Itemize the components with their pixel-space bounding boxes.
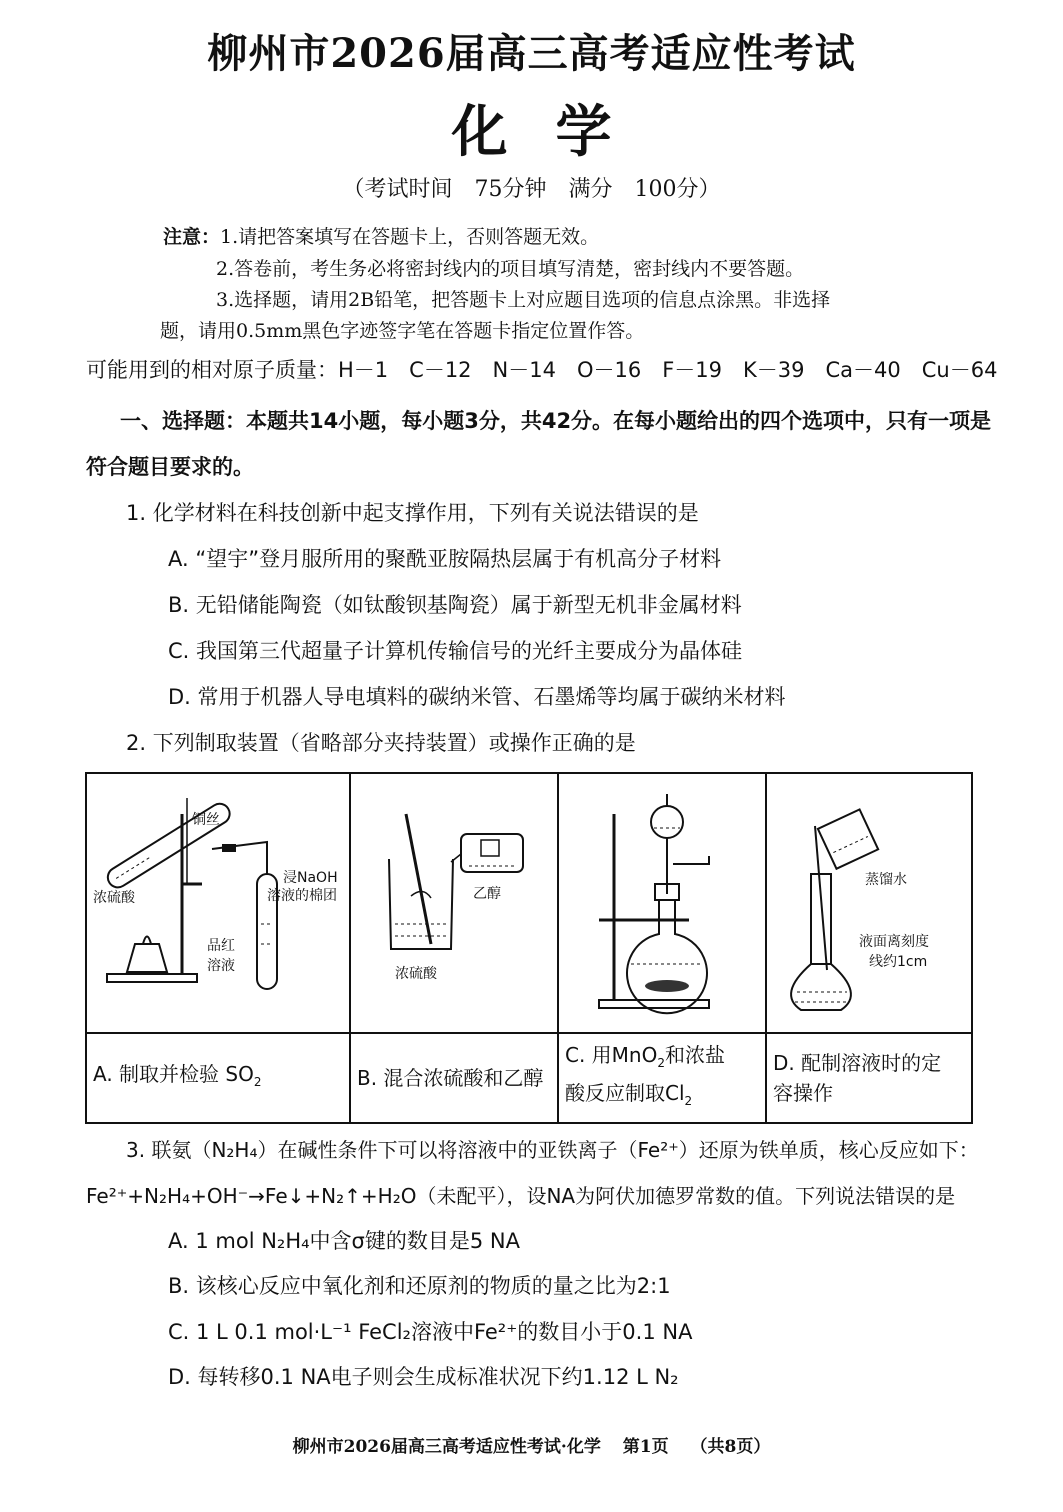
glass-rod-d: [815, 826, 827, 970]
footer-total: （共8页）: [690, 1437, 771, 1457]
q1-option-b: B. 无铅储能陶瓷（如钛酸钡基陶瓷）属于新型无机非金属材料: [168, 593, 742, 617]
label-naoh-1: 浸NaOH: [283, 870, 338, 886]
q3-stem-1: 3. 联氨（N₂H₄）在碱性条件下可以将溶液中的亚铁离子（Fe²⁺）还原为铁单质，核心反应如下：: [126, 1138, 979, 1162]
gas-outlet: [673, 856, 709, 864]
q3-option-c: C. 1 L 0.1 mol·L⁻¹ FeCl₂溶液中Fe²⁺的数目小于0.1 NA: [168, 1320, 693, 1344]
alcohol-lamp: [127, 944, 167, 972]
figure-a-cell: [86, 773, 350, 1033]
mno2-solid: [645, 980, 689, 992]
bottle-label: [481, 840, 499, 856]
pouring-beaker: [818, 809, 878, 868]
label-red-1: 品红: [207, 938, 235, 954]
footer-page: 第1页: [622, 1437, 669, 1457]
label-naoh-2: 溶液的棉团: [267, 888, 337, 904]
delivery-tube: [212, 842, 267, 874]
note-item-2: 2.答卷前，考生务必将密封线内的项目填写清楚，密封线内不要答题。: [216, 258, 805, 280]
q2-stem: 2. 下列制取装置（省略部分夹持装置）或操作正确的是: [126, 731, 636, 755]
q3-stem-2: Fe²⁺+N₂H₄+OH⁻→Fe↓+N₂↑+H₂O（未配平），设NA为阿伏加德罗常数的值。下列说法错误的是: [86, 1184, 956, 1208]
connector: [222, 844, 236, 852]
notes-label: 注意：: [163, 226, 221, 248]
figure-d-cell: [766, 773, 972, 1033]
figure-c-chlorine-apparatus: [559, 774, 765, 1028]
caption-a: A. 制取并检验 $SO_2$: [86, 1033, 350, 1123]
q3-option-a: A. 1 mol N₂H₄中含σ键的数目是5 NA: [168, 1229, 520, 1253]
atomic-masses: 可能用到的相对原子质量：H－1 C－12 N－14 O－16 F－19 K－39 Ca－40 Cu－64: [86, 358, 998, 382]
caption-c-text-2: 和浓盐: [665, 1043, 725, 1067]
flame-icon: [143, 937, 151, 945]
q2-apparatus-table: [85, 772, 973, 1124]
caption-c-text-1: C. 用MnO: [565, 1043, 658, 1067]
exam-time-info: （考试时间 75分钟 满分 100分）: [342, 177, 721, 202]
q3-option-d: D. 每转移0.1 NA电子则会生成标准状况下约1.12 L N₂: [168, 1365, 679, 1389]
figure-b-cell: [350, 773, 558, 1033]
caption-b: B. 混合浓硫酸和乙醇: [350, 1033, 558, 1123]
label-conc-sulfuric-b: 浓硫酸: [395, 966, 437, 982]
caption-d-text-1: D. 配制溶液时的定: [773, 1051, 942, 1075]
figure-d-volumetric: [767, 774, 971, 1028]
q1-option-d: D. 常用于机器人导电填料的碳纳米管、石墨烯等均属于碳纳米材料: [168, 685, 786, 709]
label-conc-sulfuric-a: 浓硫酸: [93, 890, 135, 906]
label-distilled-water: 蒸馏水: [865, 872, 907, 888]
note-item-1: 1.请把答案填写在答题卡上，否则答题无效。: [220, 226, 600, 248]
page-footer: [0, 1432, 1063, 1457]
exam-title: 柳州市2026届高三高考适应性考试: [207, 30, 856, 77]
note-item-4: 题，请用0.5mm黑色字迹签字笔在答题卡指定位置作答。: [160, 320, 645, 342]
caption-c-text-3: 酸反应制取Cl: [565, 1081, 685, 1105]
note-item-3: 3.选择题，请用2B铅笔，把答题卡上对应题目选项的信息点涂黑。非选择: [216, 289, 831, 311]
figure-a-so2-apparatus: [87, 774, 349, 1028]
figure-b-mixing: [351, 774, 557, 1028]
label-ethanol: 乙醇: [473, 886, 501, 902]
notes-line-1: [163, 222, 599, 249]
label-copper-wire: 铜丝: [192, 812, 220, 828]
q1-option-a: A. “望宇”登月服所用的聚酰亚胺隔热层属于有机高分子材料: [168, 547, 722, 571]
q3-option-b: B. 该核心反应中氧化剂和还原剂的物质的量之比为2:1: [168, 1274, 671, 1298]
caption-c: C. 用MnO$_2$和浓盐 酸反应制取$Cl_2$: [558, 1033, 766, 1123]
label-red-2: 溶液: [207, 958, 235, 974]
stand-base: [107, 974, 197, 982]
caption-d: [766, 1033, 972, 1123]
separatory-funnel: [651, 806, 683, 838]
volumetric-flask: [791, 964, 851, 1010]
figure-c-cell: [558, 773, 766, 1033]
subject-title: 化学: [451, 99, 660, 165]
caption-a-text: A. 制取并检验 SO: [93, 1062, 254, 1086]
round-bottom-flask: [627, 900, 707, 1013]
q1-stem: 1. 化学材料在科技创新中起支撑作用，下列有关说法错误的是: [126, 501, 699, 525]
label-level-2: 线约1cm: [869, 954, 928, 970]
section1-heading-cont: 符合题目要求的。: [86, 455, 254, 479]
footer-title: 柳州市2026届高三高考适应性考试·化学: [292, 1437, 601, 1457]
label-level-1: 液面离刻度: [859, 934, 929, 950]
q1-option-c: C. 我国第三代超量子计算机传输信号的光纤主要成分为晶体硅: [168, 639, 743, 663]
caption-d-text-2: 容操作: [773, 1081, 833, 1105]
section1-heading: 一、选择题：本题共14小题，每小题3分，共42分。在每小题给出的四个选项中，只有一项是: [120, 409, 992, 433]
